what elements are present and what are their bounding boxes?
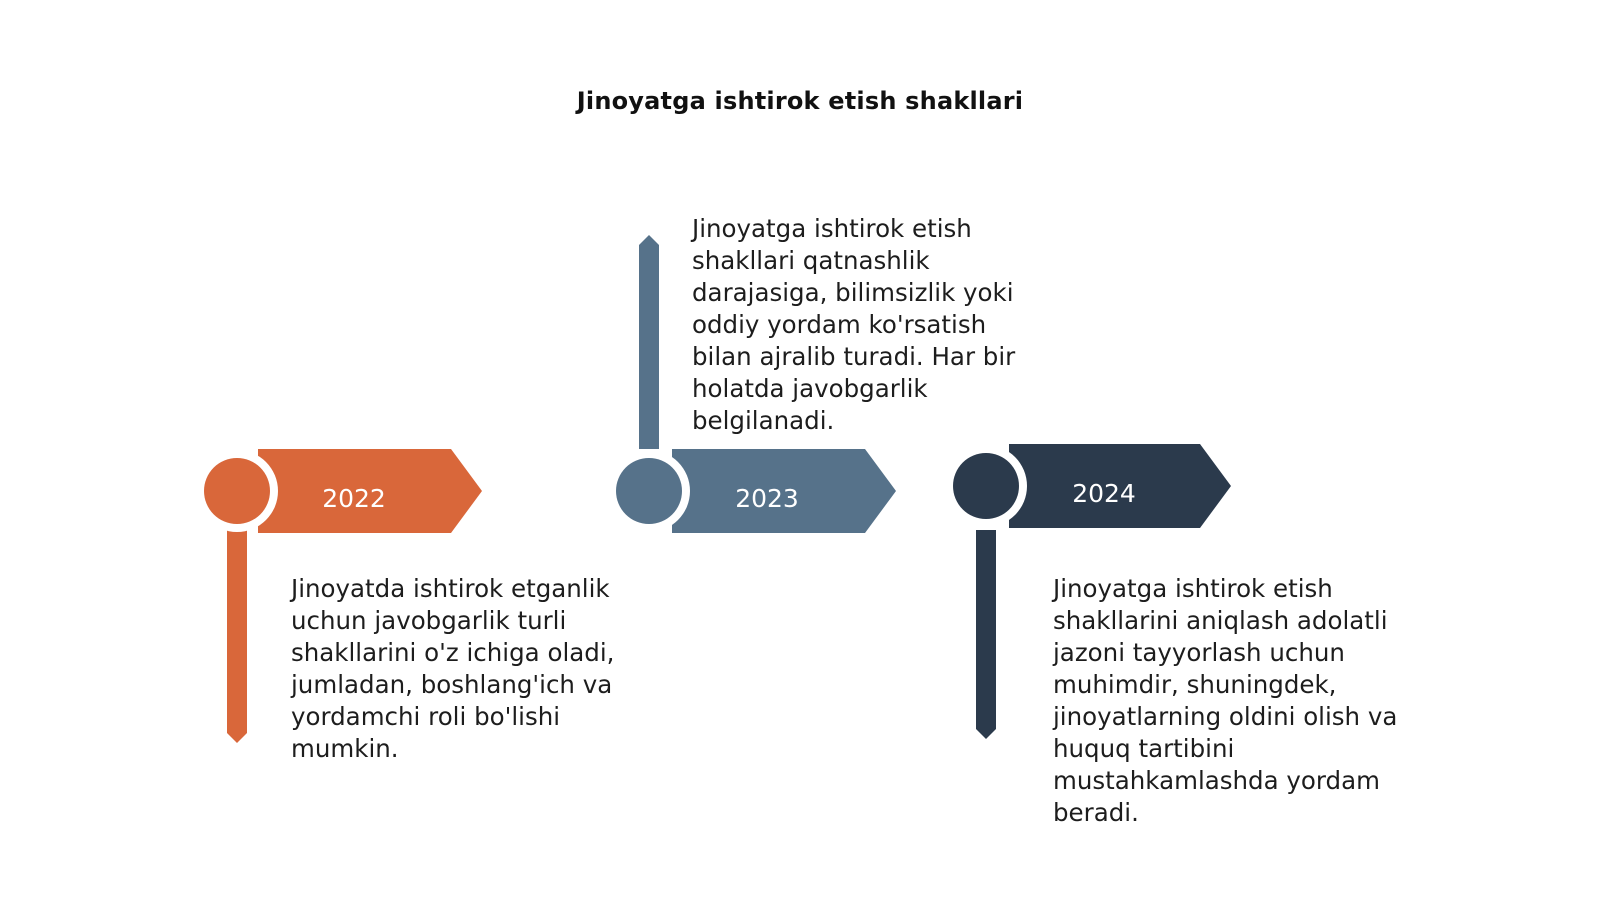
milestone-2023-description: Jinoyatga ishtirok etish shakllari qatnashlik darajasiga, bilimsizlik yoki oddiy yordam ko'rsatish bilan ajralib turadi. Har bir holatda javobgarlik belgilanadi.: [692, 214, 1016, 435]
milestone-2022-year: 2022: [322, 484, 386, 513]
milestone-2023-stem: [639, 235, 659, 449]
milestone-2022-stem: [227, 530, 247, 743]
milestone-2023-year: 2023: [735, 484, 799, 513]
milestone-2024-dot: [953, 453, 1019, 519]
milestone-2024-stem: [976, 530, 996, 739]
milestone-2023-dot: [616, 458, 682, 524]
milestone-2022-description: Jinoyatda ishtirok etganlik uchun javobgarlik turli shakllarini o'z ichiga oladi, jumladan, boshlang'ich va yordamchi roli bo'lishi mumkin.: [291, 574, 615, 763]
milestone-2022-dot: [204, 458, 270, 524]
milestone-2024-description: Jinoyatga ishtirok etish shakllarini aniqlash adolatli jazoni tayyorlash uchun muhimdir, shuningdek, jinoyatlarning oldini olish va huquq tartibini mustahkamlashda yordam beradi.: [1053, 574, 1398, 827]
page-title: Jinoyatga ishtirok etish shakllari: [576, 87, 1024, 115]
milestone-2024-year: 2024: [1072, 479, 1136, 508]
